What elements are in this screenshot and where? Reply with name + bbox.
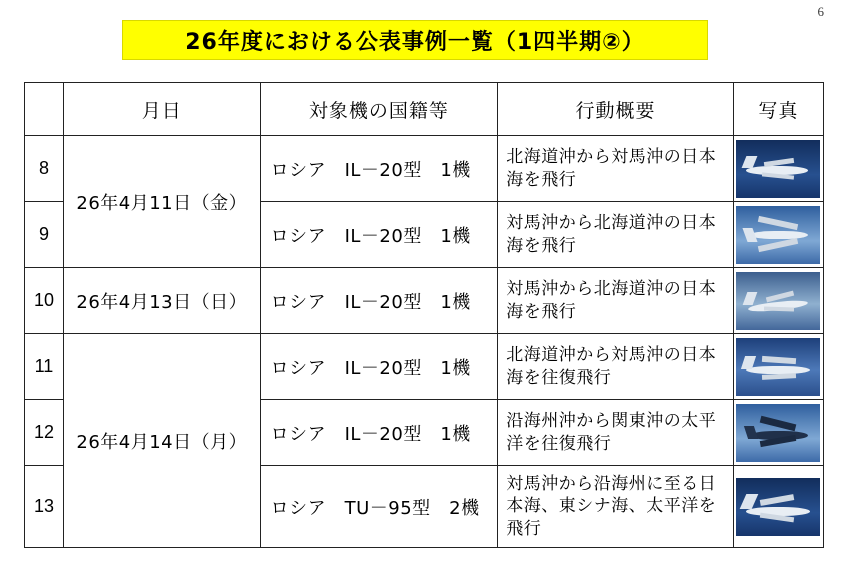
- row-photo-cell: [733, 334, 823, 400]
- public-cases-table: [24, 82, 824, 548]
- table-row: [25, 334, 824, 400]
- row-action: 対馬沖から北海道沖の日本海を飛行: [498, 268, 734, 334]
- column-header-action: 行動概要: [498, 83, 734, 136]
- table-header: [25, 83, 824, 136]
- row-no: 8: [25, 136, 64, 202]
- page-title: 26年度における公表事例一覧（1四半期②）: [185, 29, 645, 55]
- row-date-group: 26年4月13日（日）: [63, 268, 260, 334]
- row-nationality: ロシア IL－20型 1機: [260, 136, 498, 202]
- table-row: [25, 136, 824, 202]
- column-header-no: [25, 83, 64, 136]
- row-nationality: ロシア IL－20型 1機: [260, 334, 498, 400]
- row-action: 沿海州沖から関東沖の太平洋を往復飛行: [498, 400, 734, 466]
- table-row: [25, 268, 824, 334]
- row-date-group: 26年4月14日（月）: [63, 334, 260, 548]
- table-body: [25, 136, 824, 548]
- row-nationality: ロシア IL－20型 1機: [260, 202, 498, 268]
- row-no: 12: [25, 400, 64, 466]
- column-header-photo: 写真: [733, 83, 823, 136]
- row-photo-cell: [733, 202, 823, 268]
- page-number: 6: [817, 4, 824, 19]
- row-photo-cell: [733, 400, 823, 466]
- row-no: 13: [25, 466, 64, 548]
- aircraft-photo-il20-dark: [736, 404, 820, 462]
- aircraft-photo-tu95: [736, 478, 820, 536]
- aircraft-photo-il20-climb: [736, 272, 820, 330]
- slide-title-banner: [122, 20, 708, 60]
- row-action: 北海道沖から対馬沖の日本海を往復飛行: [498, 334, 734, 400]
- row-action: 北海道沖から対馬沖の日本海を飛行: [498, 136, 734, 202]
- row-photo-cell: [733, 466, 823, 548]
- row-photo-cell: [733, 268, 823, 334]
- row-action: 対馬沖から北海道沖の日本海を飛行: [498, 202, 734, 268]
- row-no: 10: [25, 268, 64, 334]
- aircraft-photo-il20-top: [736, 206, 820, 264]
- row-nationality: ロシア TU－95型 2機: [260, 466, 498, 548]
- row-action: 対馬沖から沿海州に至る日本海、東シナ海、太平洋を飛行: [498, 466, 734, 548]
- row-date-group: 26年4月11日（金）: [63, 136, 260, 268]
- row-nationality: ロシア IL－20型 1機: [260, 400, 498, 466]
- column-header-date: 月日: [63, 83, 260, 136]
- row-no: 11: [25, 334, 64, 400]
- row-nationality: ロシア IL－20型 1機: [260, 268, 498, 334]
- aircraft-photo-il20-side: [736, 140, 820, 198]
- column-header-nationality: 対象機の国籍等: [260, 83, 498, 136]
- row-photo-cell: [733, 136, 823, 202]
- row-no: 9: [25, 202, 64, 268]
- aircraft-photo-il20-level: [736, 338, 820, 396]
